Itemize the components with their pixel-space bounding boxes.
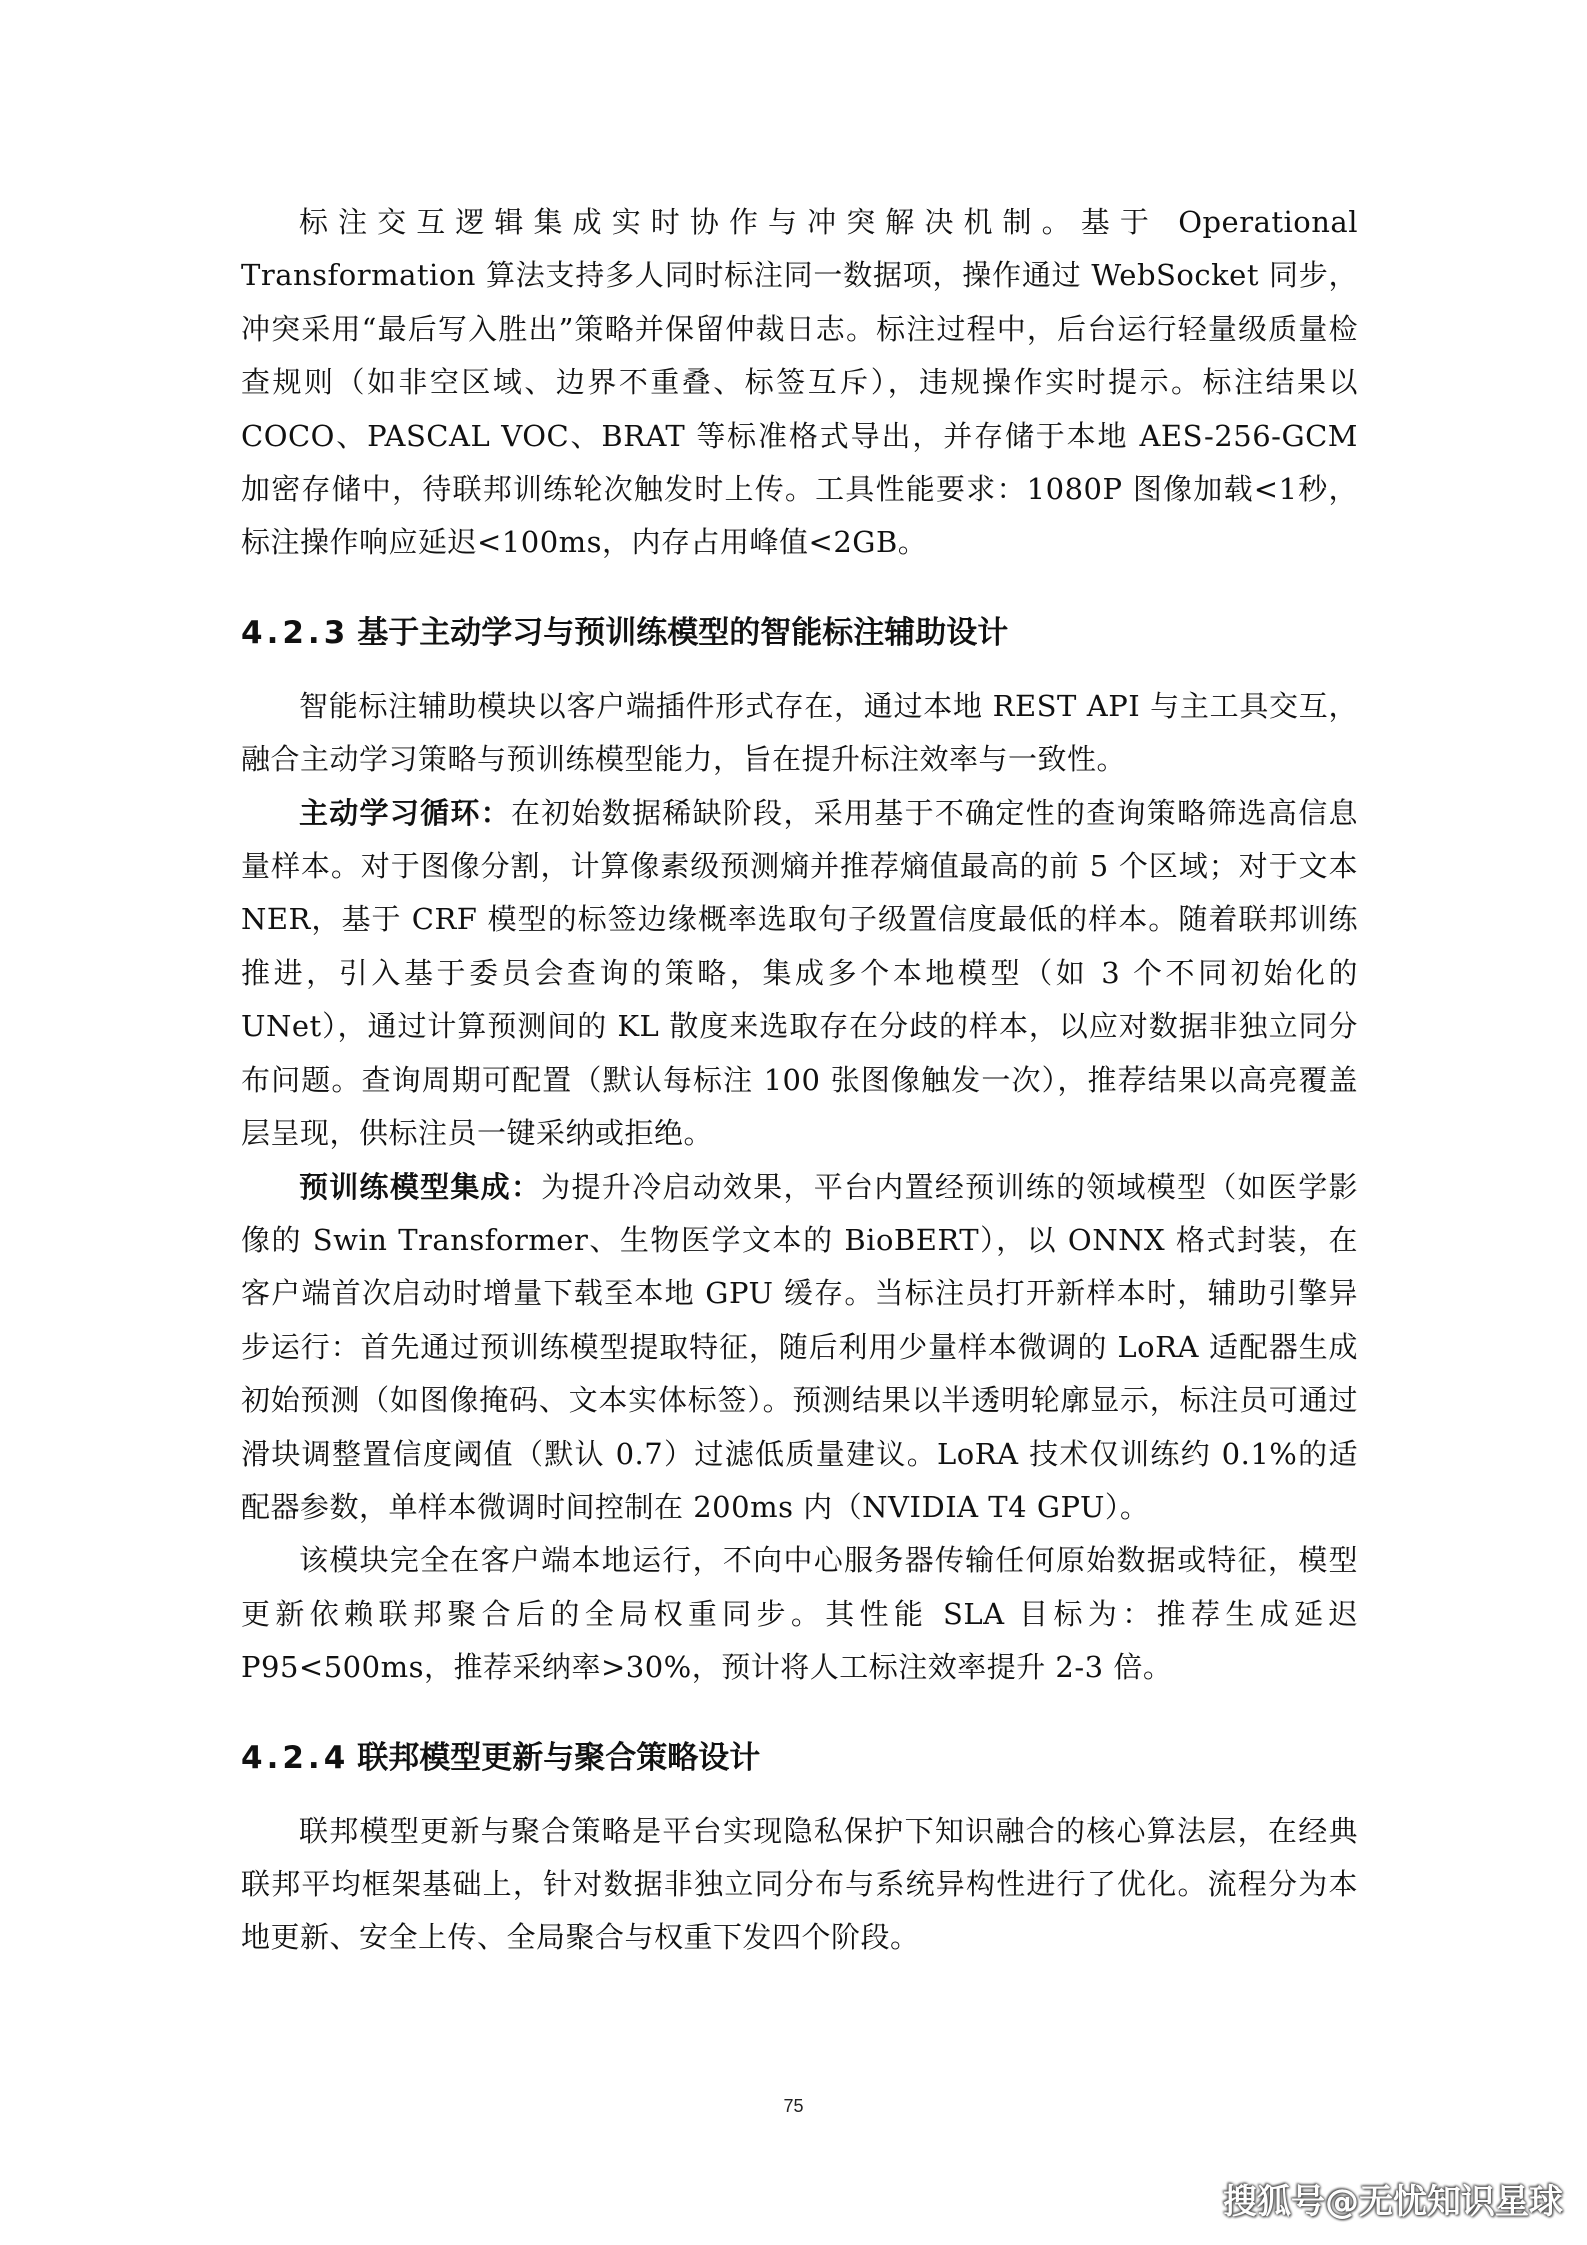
section-title: 联邦模型更新与聚合策略设计 xyxy=(357,1739,761,1776)
section-heading-4-2-4 xyxy=(241,1735,1358,1781)
paragraph-annotation-logic: 标注交互逻辑集成实时协作与冲突解决机制。基于 Operational Transformation 算法支持多人同时标注同一数据项，操作通过 WebSocket 同步，冲突采用“最后写入胜出”策略并保留仲裁日志。标注过程中，后台运行轻量级质量检查规则（如非空区域、边界不重叠、标签互斥），违规操作实时提示。标注结果以 COCO、PASCAL VOC、BRAT 等标准格式导出，并存储于本地 AES-256-GCM 加密存储中，待联邦训练轮次触发时上传。工具性能要求：1080P 图像加载<1秒，标注操作响应延迟<100ms，内存占用峰值<2GB。 xyxy=(241,205,1358,560)
active-learning-label: 主动学习循环： xyxy=(299,795,511,830)
active-learning-text: 在初始数据稀缺阶段，采用基于不确定性的查询策略筛选高信息量样本。对于图像分割，计算像素级预测熵并推荐熵值最高的前 5 个区域；对于文本 NER，基于 CRF 模型的标签边缘概率选取句子级置信度最低的样本。随着联邦训练推进，引入基于委员会查询的策略，集成多个本地模型（如 3 个不同初始化的 UNet），通过计算预测间的 KL 散度来选取存在分歧的样本，以应对数据非独立同分布问题。查询周期可配置（默认每标注 100 张图像触发一次），推荐结果以高亮覆盖层呈现，供标注员一键采纳或拒绝。 xyxy=(241,795,1358,1151)
paragraph-active-learning xyxy=(241,787,1358,1161)
document-body xyxy=(241,196,1358,1965)
section-number: 4.2.3 xyxy=(241,614,350,651)
paragraph-federated-intro: 联邦模型更新与聚合策略是平台实现隐私保护下知识融合的核心算法层，在经典联邦平均框架基础上，针对数据非独立同分布与系统异构性进行了优化。流程分为本地更新、安全上传、全局聚合与权重下发四个阶段。 xyxy=(241,1813,1358,1955)
paragraph-pretrained xyxy=(241,1161,1358,1535)
paragraph-assist-intro: 智能标注辅助模块以客户端插件形式存在，通过本地 REST API 与主工具交互，融合主动学习策略与预训练模型能力，旨在提升标注效率与一致性。 xyxy=(241,688,1358,777)
pretrained-text: 为提升冷启动效果，平台内置经预训练的领域模型（如医学影像的 Swin Transformer、生物医学文本的 BioBERT），以 ONNX 格式封装，在客户端首次启动时增量下载至本地 GPU 缓存。当标注员打开新样本时，辅助引擎异步运行：首先通过预训练模型提取特征，随后利用少量样本微调的 LoRA 适配器生成初始预测（如图像掩码、文本实体标签）。预测结果以半透明轮廓显示，标注员可通过滑块调整置信度阈值（默认 0.7）过滤低质量建议。LoRA 技术仅训练约 0.1%的适配器参数，单样本微调时间控制在 200ms 内（NVIDIA T4 GPU）。 xyxy=(241,1169,1358,1524)
section-heading-4-2-3 xyxy=(241,610,1358,656)
section-title: 基于主动学习与预训练模型的智能标注辅助设计 xyxy=(357,614,1009,651)
watermark: 搜狐号@无忧知识星球 xyxy=(1223,2182,1563,2222)
paragraph-assist-closing: 该模块完全在客户端本地运行，不向中心服务器传输任何原始数据或特征，模型更新依赖联邦聚合后的全局权重同步。其性能 SLA 目标为：推荐生成延迟 P95<500ms，推荐采纳率>30%，预计将人工标注效率提升 2-3 倍。 xyxy=(241,1543,1358,1685)
pretrained-label: 预训练模型集成： xyxy=(299,1169,542,1204)
page-number: 75 xyxy=(783,2096,804,2116)
section-number: 4.2.4 xyxy=(241,1739,350,1776)
